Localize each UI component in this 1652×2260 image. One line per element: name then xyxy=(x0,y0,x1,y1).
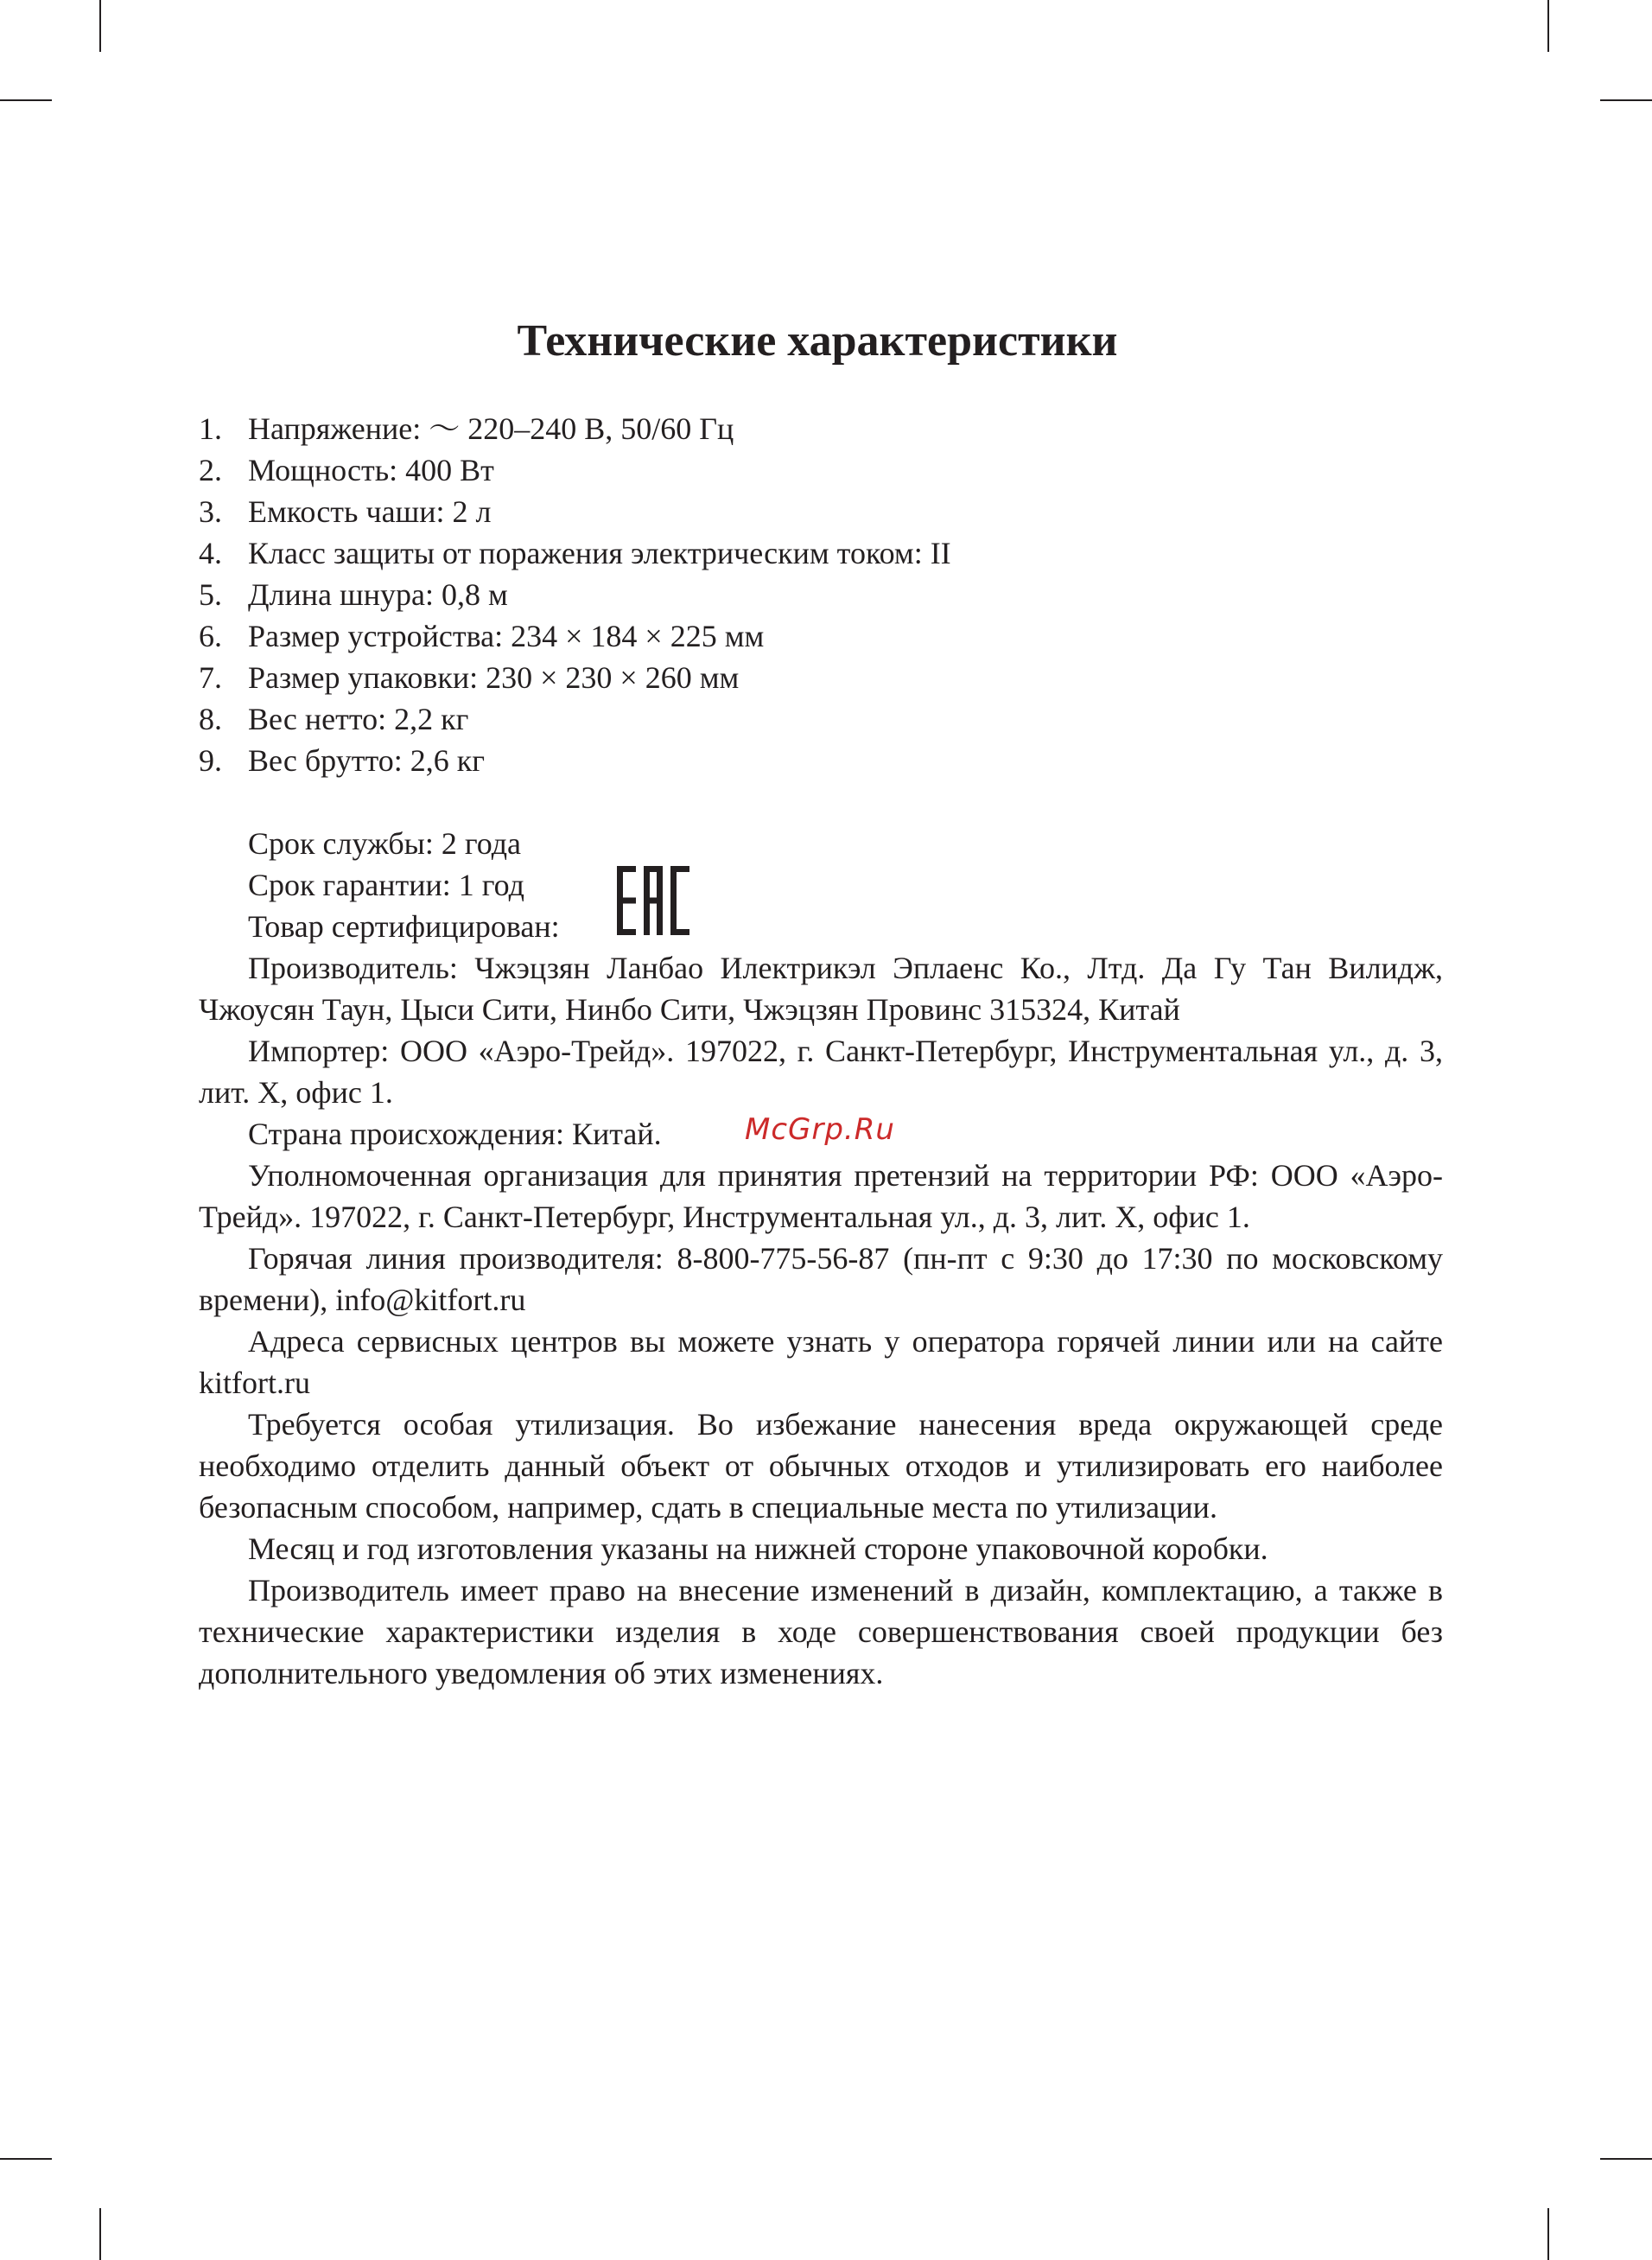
importer-info: Импортер: ООО «Аэро-Трейд». 197022, г. Санкт-Петербург, Инструментальная ул., д. 3, лит. Х, офис 1. xyxy=(199,1034,1443,1110)
spec-item xyxy=(199,698,1443,740)
disposal-info: Требуется особая утилизация. Во избежание нанесения вреда окружающей среде необходимо отделить данный объект от обычных отходов и утилизировать его наиболее безопасным способом, например, сдать в специальные места по утилизации. xyxy=(199,1407,1443,1525)
certification-group xyxy=(199,823,1443,947)
crop-mark-top-right-h xyxy=(1600,99,1652,101)
spec-number: 4. xyxy=(199,536,222,570)
crop-mark-top-right-v xyxy=(1547,0,1549,52)
spec-text: Размер упаковки: 230 × 230 × 260 мм xyxy=(248,660,740,695)
warranty-period: Срок гарантии: 1 год xyxy=(248,868,524,902)
spec-text: Вес нетто: 2,2 кг xyxy=(248,702,469,736)
spec-item xyxy=(199,740,1443,781)
crop-mark-bottom-right-v xyxy=(1547,2208,1549,2260)
spec-text: Вес брутто: 2,6 кг xyxy=(248,743,485,778)
crop-mark-top-left-h xyxy=(0,99,52,101)
watermark-text: McGrp.Ru xyxy=(745,1112,895,1147)
page-title: Технические характеристики xyxy=(517,316,1118,366)
service-life: Срок службы: 2 года xyxy=(248,826,522,861)
spec-text: Мощность: 400 Вт xyxy=(248,453,494,487)
spec-number: 7. xyxy=(199,660,222,695)
spec-number: 1. xyxy=(199,411,222,446)
spec-number: 8. xyxy=(199,702,222,736)
spec-number: 2. xyxy=(199,453,222,487)
changes-notice: Производитель имеет право на внесение изменений в дизайн, комплектацию, а также в технические характеристики изделия в ходе совершенствования своей продукции без дополнительного уведомления об этих изменениях. xyxy=(199,1573,1443,1690)
spec-item xyxy=(199,491,1443,532)
spec-number: 6. xyxy=(199,619,222,653)
spec-item xyxy=(199,449,1443,491)
certified-label: Товар сертифицирован: xyxy=(248,909,560,944)
country-of-origin: Страна происхождения: Китай. xyxy=(248,1117,662,1151)
info-block xyxy=(199,823,1443,1694)
spec-text: Размер устройства: 234 × 184 × 225 мм xyxy=(248,619,765,653)
eac-mark-icon xyxy=(617,866,689,935)
crop-mark-top-left-v xyxy=(99,0,101,52)
spec-item xyxy=(199,615,1443,657)
spec-item xyxy=(199,574,1443,615)
crop-mark-bottom-left-h xyxy=(0,2158,52,2160)
manufacturer-info: Производитель: Чжэцзян Ланбао Илектрикэл Эплаенс Ко., Лтд. Да Гу Тан Вилидж, Чжоусян Таун, Цыси Сити, Нинбо Сити, Чжэцзян Провинс 315324, Китай xyxy=(199,951,1443,1027)
spec-text: Емкость чаши: 2 л xyxy=(248,494,492,529)
spec-item xyxy=(199,408,1443,449)
spec-number: 9. xyxy=(199,743,222,778)
service-centers-info: Адреса сервисных центров вы можете узнать у оператора горячей линии или на сайте kitfort.ru xyxy=(199,1324,1443,1400)
spec-item xyxy=(199,657,1443,698)
spec-item xyxy=(199,532,1443,574)
hotline-info: Горячая линия производителя: 8-800-775-56-87 (пн-пт с 9:30 до 17:30 по московскому времени), info@kitfort.ru xyxy=(199,1241,1443,1317)
spec-number: 5. xyxy=(199,577,222,612)
spec-number: 3. xyxy=(199,494,222,529)
crop-mark-bottom-left-v xyxy=(99,2208,101,2260)
spec-text: Класс защиты от поражения электрическим током: II xyxy=(248,536,951,570)
production-date-info: Месяц и год изготовления указаны на нижней стороне упаковочной коробки. xyxy=(248,1531,1268,1566)
crop-mark-bottom-right-h xyxy=(1600,2158,1652,2160)
spec-list xyxy=(199,408,1443,781)
authorized-organization: Уполномоченная организация для принятия претензий на территории РФ: ООО «Аэро-Трейд». 197022, г. Санкт-Петербург, Инструментальная ул., д. 3, лит. Х, офис 1. xyxy=(199,1158,1443,1234)
spec-text: Напряжение: ～ 220–240 В, 50/60 Гц xyxy=(248,411,734,446)
spec-text: Длина шнура: 0,8 м xyxy=(248,577,508,612)
